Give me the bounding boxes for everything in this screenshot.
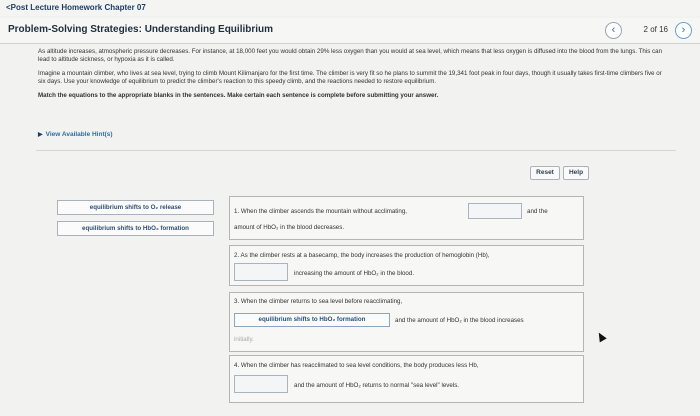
q3-text-1: 3. When the climber returns to sea level before reacclimating, <box>234 298 403 305</box>
intro-paragraph: As altitude increases, atmospheric pressure decreases. For instance, at 18,000 feet you would obtain 29% less oxygen than you would at sea level, which means that less oxygen is diffused into the blood from the lungs. This can lead to altitude sickness, or hypoxia as it is called. <box>38 48 663 63</box>
divider <box>36 150 676 151</box>
chevron-left-icon[interactable]: ‹ <box>605 22 622 39</box>
q1-text-2: and the <box>527 208 548 215</box>
q3-text-2: and the amount of HbO₂ in the blood increases <box>395 317 524 324</box>
back-link[interactable]: <Post Lecture Homework Chapter 07 <box>0 0 700 16</box>
option-hbo2-formation[interactable]: equilibrium shifts to HbO₂ formation <box>57 221 214 236</box>
question-3 <box>229 292 584 352</box>
q2-text-1: 2. As the climber rests at a basecamp, the body increases the production of hemoglobin (Hb), <box>234 252 490 259</box>
question-4 <box>229 355 584 403</box>
pager <box>592 22 692 40</box>
scenario-paragraph: Imagine a mountain climber, who lives at sea level, trying to climb Mount Kilimanjaro for the first time. The climber is very fit so he plans to summit the 19,341 foot peak in four days, though it usually takes first-time climbers five or six days. Use your knowledge of equilibrium to predict the climber's reaction to this speedy climb, and the reactions needed to restore equilibrium. <box>38 70 662 85</box>
title-bar <box>0 18 700 44</box>
question-1 <box>229 196 584 240</box>
page-count: 2 of 16 <box>643 25 668 34</box>
q1-drop-target[interactable] <box>468 203 522 219</box>
q3-filled-answer[interactable]: equilibrium shifts to HbO₂ formation <box>234 313 390 327</box>
page-title: Problem-Solving Strategies: Understanding Equilibrium <box>8 24 274 35</box>
hints-toggle[interactable] <box>38 131 113 138</box>
q4-drop-target[interactable] <box>234 375 288 393</box>
q1-text-3: amount of HbO₂ in the blood decreases. <box>234 224 345 231</box>
option-o2-release[interactable]: equilibrium shifts to O₂ release <box>57 200 214 215</box>
q2-text-2: increasing the amount of HbO₂ in the blood. <box>294 270 415 277</box>
q2-drop-target[interactable] <box>234 263 288 281</box>
caret-right-icon: ▶ <box>38 132 43 138</box>
hints-link[interactable]: View Available Hint(s) <box>45 131 113 138</box>
q4-text-1: 4. When the climber has reacclimated to sea level conditions, the body produces less Hb, <box>234 362 479 369</box>
q4-text-2: and the amount of HbO₂ returns to normal "sea level" levels. <box>294 382 460 389</box>
chevron-right-icon[interactable]: › <box>675 22 692 39</box>
instruction-text: Match the equations to the appropriate blanks in the sentences. Make certain each sentence is complete before submitting your answer. <box>38 92 439 99</box>
problem-content <box>38 48 663 106</box>
question-2 <box>229 245 584 286</box>
q3-text-3: initially. <box>234 336 254 343</box>
q1-text-1: 1. When the climber ascends the mountain without acclimating, <box>234 208 407 215</box>
mouse-cursor-icon <box>595 331 606 343</box>
help-button[interactable]: Help <box>563 166 589 180</box>
reset-button[interactable]: Reset <box>530 166 560 180</box>
